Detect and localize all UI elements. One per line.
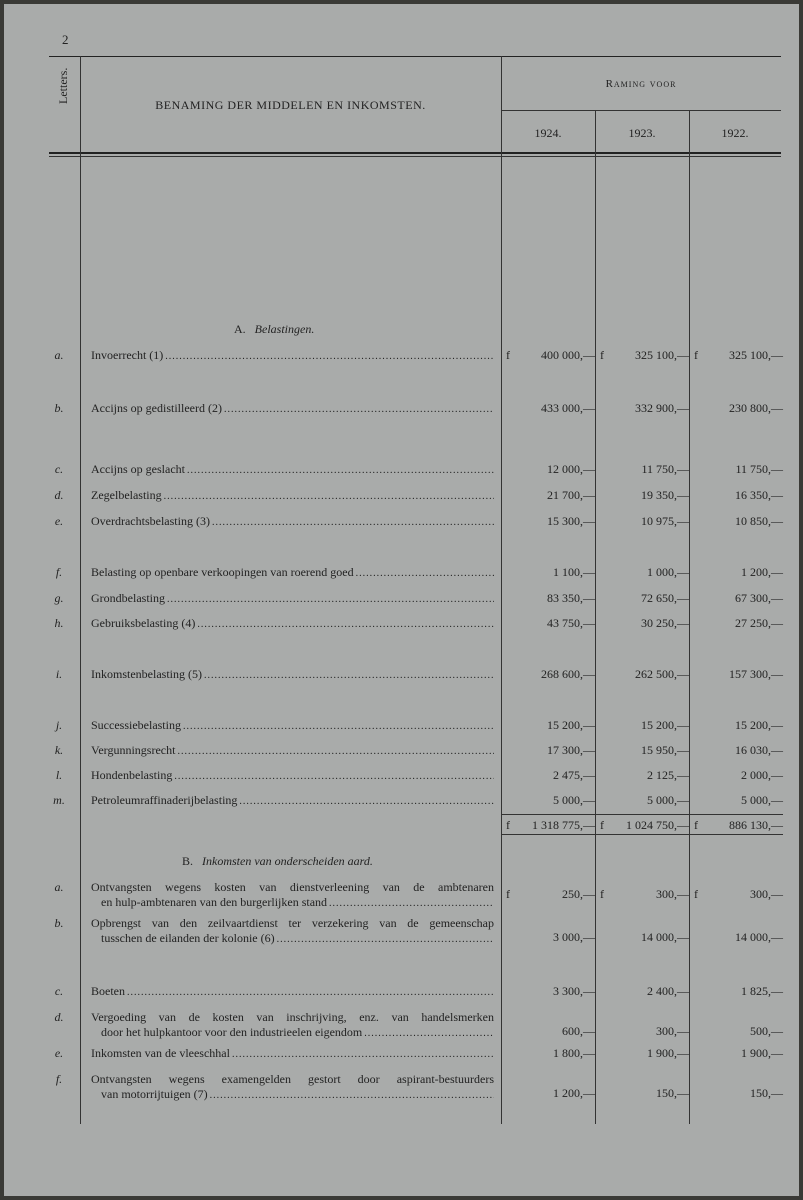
amount-1922: 500,— — [750, 1024, 783, 1038]
row-letter: b. — [54, 401, 64, 415]
page-number: 2 — [62, 32, 69, 47]
total-1922: 886 130,— — [729, 818, 783, 832]
row-letter: f. — [55, 565, 63, 579]
row-description-line1: Ontvangsten wegens examengelden gestort door aspirant-bestuurders — [91, 1072, 494, 1086]
amount-column-line-1 — [501, 56, 502, 1124]
section-b-letter: B. — [182, 854, 194, 868]
amount-1923: 1 000,— — [647, 565, 689, 579]
leader-dots — [239, 796, 494, 807]
row-letter: e. — [54, 1046, 64, 1060]
amount-1924: 600,— — [562, 1024, 595, 1038]
amount-1923: 150,— — [656, 1086, 689, 1100]
row-description-line2-text: en hulp-ambtenaren van den burgerlijken stand — [101, 895, 328, 909]
row-description-text: Zegelbelasting — [91, 488, 162, 502]
row-letter: m. — [53, 793, 65, 807]
row-letter: k. — [54, 743, 64, 757]
row-letter: b. — [54, 916, 64, 930]
row-description — [91, 1046, 494, 1061]
currency-mark: f — [600, 348, 604, 362]
amount-1922: 230 800,— — [729, 401, 783, 415]
row-description — [91, 880, 494, 910]
row-letter: c. — [54, 984, 64, 998]
amount-1923: 19 350,— — [641, 488, 689, 502]
row-letter: g. — [54, 591, 64, 605]
row-description — [91, 462, 494, 477]
amount-1924: 250,— — [562, 887, 595, 901]
header-bottom-rule-2 — [49, 156, 781, 157]
leader-dots — [183, 721, 494, 732]
amount-1924: 15 300,— — [547, 514, 595, 528]
row-description-line2-text: van motorrijtuigen (7) — [101, 1087, 208, 1101]
amount-1924: 1 800,— — [553, 1046, 595, 1060]
amount-1923: 10 975,— — [641, 514, 689, 528]
amount-1922: 27 250,— — [735, 616, 783, 630]
amount-1924: 268 600,— — [541, 667, 595, 681]
row-letter: a. — [54, 348, 64, 362]
leader-dots — [224, 404, 494, 415]
row-description — [91, 591, 494, 606]
leader-dots — [277, 934, 494, 945]
leader-dots — [232, 1049, 494, 1060]
row-description — [91, 348, 494, 363]
row-description — [91, 1072, 494, 1102]
year-header-1924: 1924. — [534, 126, 562, 140]
currency-mark: f — [506, 887, 510, 901]
row-description-text: Inkomsten van de vleeschhal — [91, 1046, 230, 1060]
row-description-line1: Opbrengst van den zeilvaartdienst ter verzekering van de gemeenschap — [91, 916, 494, 930]
amount-1922: 15 200,— — [735, 718, 783, 732]
row-description — [91, 743, 494, 758]
header-top-rule — [49, 56, 781, 57]
raming-header: Raming voor — [605, 78, 677, 90]
letters-column-line — [80, 56, 81, 1124]
row-description-text: Accijns op gedistilleerd (2) — [91, 401, 222, 415]
amount-1924: 433 000,— — [541, 401, 595, 415]
amount-1924: 5 000,— — [553, 793, 595, 807]
amount-1923: 300,— — [656, 1024, 689, 1038]
amount-1922: 300,— — [750, 887, 783, 901]
amount-1924: 2 475,— — [553, 768, 595, 782]
section-b-heading — [182, 854, 373, 869]
row-description — [91, 667, 494, 682]
row-letter: a. — [54, 880, 64, 894]
leader-dots — [212, 517, 494, 528]
amount-1924: 1 200,— — [553, 1086, 595, 1100]
section-a-heading — [234, 322, 314, 337]
amount-1923: 1 900,— — [647, 1046, 689, 1060]
row-description-text: Petroleumraffinaderijbelasting — [91, 793, 238, 807]
row-description-line2 — [91, 1025, 494, 1040]
total-1923: 1 024 750,— — [626, 818, 689, 832]
row-description-line2-text: tusschen de eilanden der kolonie (6) — [101, 931, 275, 945]
amount-1924: 17 300,— — [547, 743, 595, 757]
row-description-text: Gebruiksbelasting (4) — [91, 616, 196, 630]
amount-1922: 16 350,— — [735, 488, 783, 502]
amount-1922: 325 100,— — [729, 348, 783, 362]
amount-column-line-3 — [689, 110, 690, 1124]
row-description — [91, 916, 494, 946]
row-description — [91, 616, 494, 631]
row-description — [91, 1010, 494, 1040]
row-letter: d. — [54, 1010, 64, 1024]
amount-1922: 1 825,— — [741, 984, 783, 998]
leader-dots — [127, 987, 494, 998]
row-letter: h. — [54, 616, 64, 630]
letters-header: Letters. — [56, 67, 70, 104]
amount-1922: 1 900,— — [741, 1046, 783, 1060]
currency-mark: f — [600, 887, 604, 901]
section-a-letter: A. — [234, 322, 246, 336]
amount-1923: 332 900,— — [635, 401, 689, 415]
totals-rule-bottom — [501, 834, 783, 835]
row-description-text: Boeten — [91, 984, 125, 998]
row-description-text: Overdrachtsbelasting (3) — [91, 514, 210, 528]
row-description — [91, 768, 494, 783]
row-letter: d. — [54, 488, 64, 502]
amount-1922: 5 000,— — [741, 793, 783, 807]
row-description — [91, 793, 494, 808]
amount-1924: 83 350,— — [547, 591, 595, 605]
row-description-text: Inkomstenbelasting (5) — [91, 667, 202, 681]
amount-1923: 15 950,— — [641, 743, 689, 757]
amount-1924: 400 000,— — [541, 348, 595, 362]
amount-1924: 3 000,— — [553, 930, 595, 944]
raming-divider — [501, 110, 781, 111]
document-page — [4, 4, 799, 1196]
amount-1924: 1 100,— — [553, 565, 595, 579]
amount-1922: 150,— — [750, 1086, 783, 1100]
row-description-text: Hondenbelasting — [91, 768, 173, 782]
leader-dots — [329, 898, 494, 909]
amount-1923: 11 750,— — [641, 462, 689, 476]
row-description — [91, 565, 494, 580]
total-1924: 1 318 775,— — [532, 818, 595, 832]
row-description-text: Vergunningsrecht — [91, 743, 176, 757]
amount-1923: 2 400,— — [647, 984, 689, 998]
amount-1923: 30 250,— — [641, 616, 689, 630]
total-currency-1922: f — [694, 818, 698, 832]
leader-dots — [364, 1028, 494, 1039]
amount-1923: 2 125,— — [647, 768, 689, 782]
row-description-text: Invoerrecht (1) — [91, 348, 164, 362]
section-b-title: Inkomsten van onderscheiden aard. — [202, 854, 373, 868]
leader-dots — [197, 619, 494, 630]
amount-1924: 3 300,— — [553, 984, 595, 998]
amount-1924: 21 700,— — [547, 488, 595, 502]
amount-1923: 325 100,— — [635, 348, 689, 362]
leader-dots — [204, 670, 494, 681]
row-description-text: Accijns op geslacht — [91, 462, 185, 476]
amount-1922: 10 850,— — [735, 514, 783, 528]
row-letter: e. — [54, 514, 64, 528]
row-description-line2 — [91, 895, 494, 910]
amount-1922: 67 300,— — [735, 591, 783, 605]
amount-1922: 16 030,— — [735, 743, 783, 757]
amount-1924: 15 200,— — [547, 718, 595, 732]
amount-1922: 1 200,— — [741, 565, 783, 579]
row-description-text: Belasting op openbare verkoopingen van roerend goed — [91, 565, 354, 579]
amount-1923: 15 200,— — [641, 718, 689, 732]
section-a-title: Belastingen. — [254, 322, 315, 336]
currency-mark: f — [694, 348, 698, 362]
amount-column-line-2 — [595, 110, 596, 1124]
amount-1923: 14 000,— — [641, 930, 689, 944]
amount-1922: 11 750,— — [735, 462, 783, 476]
row-letter: f. — [55, 1072, 63, 1086]
amount-1924: 43 750,— — [547, 616, 595, 630]
row-letter: i. — [55, 667, 63, 681]
total-currency-1923: f — [600, 818, 604, 832]
leader-dots — [356, 568, 494, 579]
amount-1922: 14 000,— — [735, 930, 783, 944]
amount-1923: 300,— — [656, 887, 689, 901]
totals-rule-top — [501, 814, 783, 815]
currency-mark: f — [694, 887, 698, 901]
row-description-line1: Ontvangsten wegens kosten van dienstverleening van de ambtenaren — [91, 880, 494, 894]
row-description — [91, 984, 494, 999]
amount-1922: 157 300,— — [729, 667, 783, 681]
amount-1922: 2 000,— — [741, 768, 783, 782]
row-description-text: Successiebelasting — [91, 718, 181, 732]
year-header-1923: 1923. — [628, 126, 656, 140]
row-description-line1: Vergoeding van de kosten van inschrijving, enz. van handelsmerken — [91, 1010, 494, 1024]
leader-dots — [174, 771, 494, 782]
leader-dots — [165, 351, 494, 362]
row-description-line2 — [91, 931, 494, 946]
currency-mark: f — [506, 348, 510, 362]
header-bottom-rule — [49, 152, 781, 154]
leader-dots — [210, 1090, 494, 1101]
row-description-line2-text: door het hulpkantoor voor den industrieelen eigendom — [101, 1025, 363, 1039]
leader-dots — [187, 465, 494, 476]
year-header-1922: 1922. — [721, 126, 749, 140]
row-description — [91, 514, 494, 529]
leader-dots — [177, 746, 494, 757]
total-currency-1924: f — [506, 818, 510, 832]
row-letter: j. — [55, 718, 63, 732]
row-letter: l. — [55, 768, 63, 782]
column-title-header: BENAMING DER MIDDELEN EN INKOMSTEN. — [155, 98, 426, 112]
leader-dots — [167, 594, 494, 605]
amount-1924: 12 000,— — [547, 462, 595, 476]
amount-1923: 262 500,— — [635, 667, 689, 681]
row-description-line2 — [91, 1087, 494, 1102]
row-description — [91, 488, 494, 503]
leader-dots — [164, 491, 494, 502]
row-description-text: Grondbelasting — [91, 591, 165, 605]
row-letter: c. — [54, 462, 64, 476]
row-description — [91, 401, 494, 416]
amount-1923: 72 650,— — [641, 591, 689, 605]
row-description — [91, 718, 494, 733]
amount-1923: 5 000,— — [647, 793, 689, 807]
